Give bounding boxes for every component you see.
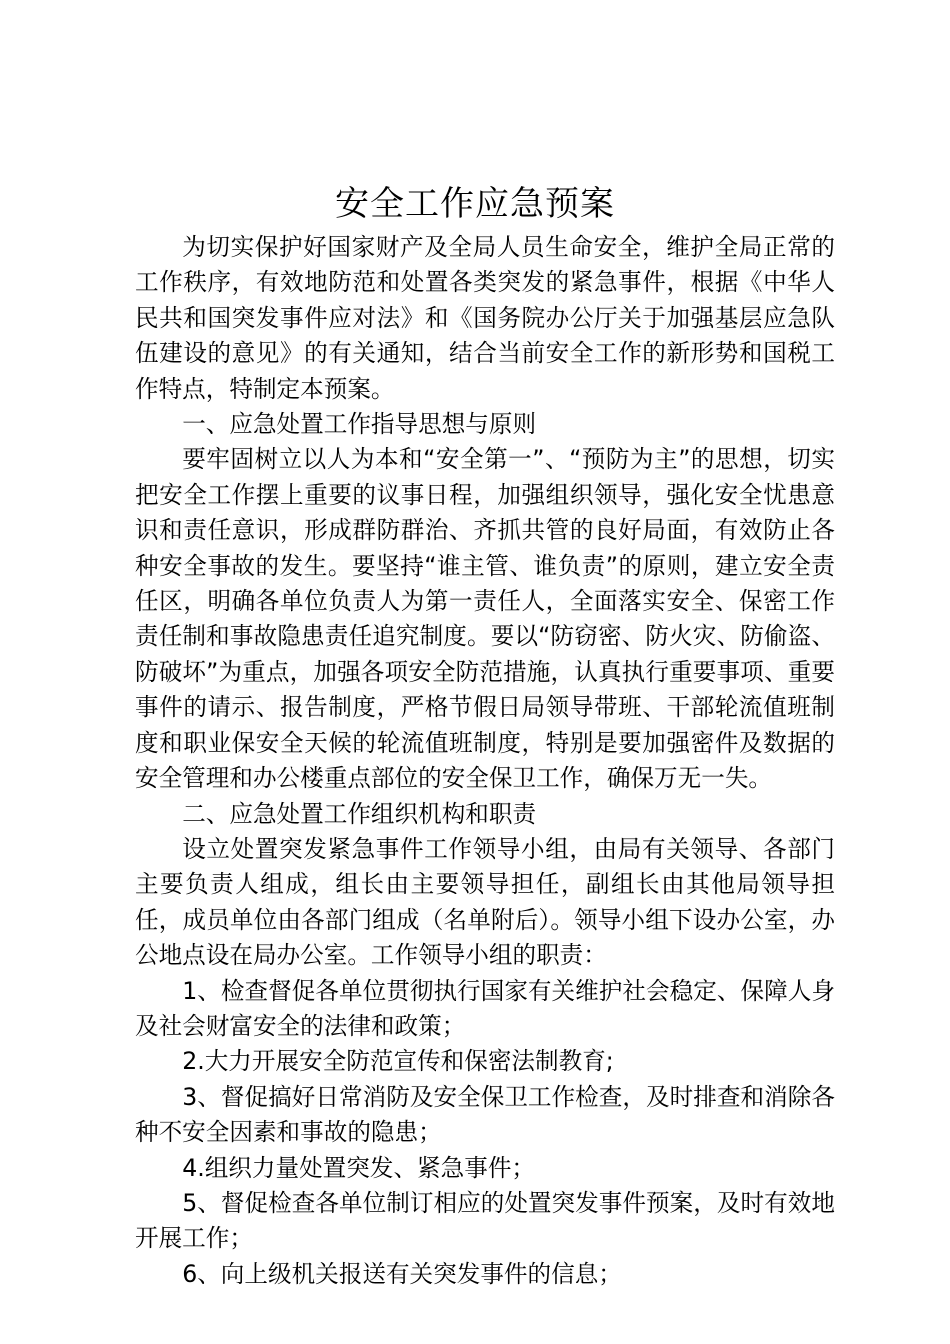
duty-item-5: 5、督促检查各单位制订相应的处置突发事件预案，及时有效地开展工作； — [135, 1188, 835, 1253]
paragraph-principles: 要牢固树立以人为本和“安全第一”、“预防为主”的思想，切实把安全工作摆上重要的议事日程，加强组织领导，强化安全忧患意识和责任意识，形成群防群治、齐抓共管的良好局面，有效防止各种安全事故的发生。要坚持“谁主管、谁负责”的原则，建立安全责任区，明确各单位负责人为第一责任人，全面落实安全、保密工作责任制和事故隐患责任追究制度。要以“防窃密、防火灾、防偷盗、防破坏”为重点，加强各项安全防范措施，认真执行重要事项、重要事件的请示、报告制度，严格节假日局领导带班、干部轮流值班制度和职业保安全天候的轮流值班制度，特别是要加强密件及数据的安全管理和办公楼重点部位的安全保卫工作，确保万无一失。 — [135, 445, 835, 793]
section-heading-2: 二、应急处置工作组织机构和职责 — [182, 799, 537, 828]
document-body — [135, 230, 835, 1292]
section-heading-1: 一、应急处置工作指导思想与原则 — [182, 410, 537, 439]
paragraph-intro: 为切实保护好国家财产及全局人员生命安全，维护全局正常的工作秩序，有效地防范和处置各类突发的紧急事件，根据《中华人民共和国突发事件应对法》和《国务院办公厅关于加强基层应急队伍建设的意见》的有关通知，结合当前安全工作的新形势和国税工作特点，特制定本预案。 — [135, 233, 835, 403]
duty-item-1: 1、检查督促各单位贯彻执行国家有关维护社会稳定、保障人身及社会财富安全的法律和政策； — [135, 976, 835, 1040]
duty-item-4: 4.组织力量处置突发、紧急事件； — [182, 1153, 536, 1182]
paragraph-organization: 设立处置突发紧急事件工作领导小组，由局有关领导、各部门主要负责人组成，组长由主要领导担任，副组长由其他局领导担任，成员单位由各部门组成（名单附后）。领导小组下设办公室，办公地点设在局办公室。工作领导小组的职责： — [135, 834, 835, 970]
duty-item-2: 2.大力开展安全防范宣传和保密法制教育; — [182, 1047, 614, 1076]
duty-item-3: 3、督促搞好日常消防及安全保卫工作检查，及时排查和消除各种不安全因素和事故的隐患； — [135, 1082, 835, 1147]
duty-item-6: 6、向上级机关报送有关突发事件的信息； — [182, 1259, 622, 1288]
document-title: 安全工作应急预案 — [335, 184, 615, 224]
